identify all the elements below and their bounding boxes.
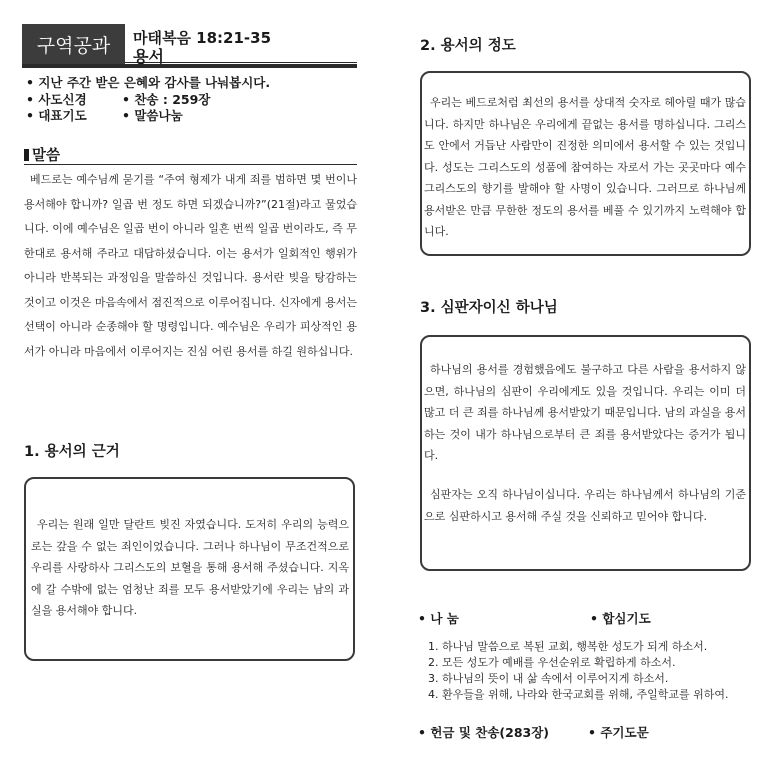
lords-prayer-label: • 주기도문	[588, 725, 649, 740]
section-3-heading: 3. 심판자이신 하나님	[420, 300, 558, 316]
prayer-item: 2. 모든 성도가 예배를 우선순위로 확립하게 하소서.	[428, 656, 676, 669]
heading-marker-icon	[24, 149, 29, 161]
sermon-rule	[24, 164, 357, 165]
section-2-body: 우리는 베드로처럼 최선의 용서를 상대적 숫자로 헤아릴 때가 많습니다. 하지만 하나님은 우리에게 끝없는 용서를 명하십니다. 그리스도 안에서 거듭난 사람만이 진정한 의미에서 용서할 수 있는 것입니다. 성도는 그리스도의 성품에 참여하는 자로서 가는 곳곳마다 예수 그리스도의 향기를 발해야 할 사명이 있습니다. 그러므로 하나님께 용서받은 만큼 무한한 정도의 용서를 베풀 수 있기까지 노력해야 합니다.	[424, 96, 746, 238]
lesson-badge: 구역공과	[22, 24, 125, 64]
prayer-item: 3. 하나님의 뜻이 내 삶 속에서 이루어지게 하소서.	[428, 672, 669, 685]
section-3-body: 하나님의 용서를 경험했음에도 불구하고 다른 사람을 용서하지 않으면, 하나님의 심판이 우리에게도 있을 것입니다. 우리는 이미 더 많고 더 큰 죄를 하나님께 용서받았기 때문입니다. 남의 과실을 용서하는 것이 내가 하나님으로부터 큰 죄를 용서받았다는 증거가 됩니다.	[424, 363, 746, 462]
joint-prayer-label: • 합심기도	[590, 611, 651, 626]
sharing-label: • 나 눔	[418, 611, 459, 626]
sermon-heading	[24, 144, 60, 165]
sermon-title: 용서	[133, 47, 164, 66]
order-apostles-creed: • 사도신경	[26, 92, 87, 107]
header-rule	[22, 64, 357, 68]
section-1-body: 우리는 원래 일만 달란트 빚진 자였습니다. 도저히 우리의 능력으로는 갚을 수 없는 죄인이었습니다. 그러나 하나님이 무조건적으로 우리를 사랑하사 그리스도의 보혈을 통해 용서해 주셨습니다. 지옥에 갈 수밖에 없는 엄청난 죄를 모두 용서받았기에 우리는 남의 과실을 용서해야 합니다.	[31, 518, 349, 617]
section-2-heading: 2. 용서의 정도	[420, 38, 516, 54]
order-word-sharing: • 말씀나눔	[122, 108, 183, 123]
offering-hymn-label: • 헌금 및 찬송(283장)	[418, 725, 550, 740]
order-hymn: • 찬송 : 259장	[122, 92, 211, 107]
prayer-list	[428, 639, 728, 703]
sermon-body: 베드로는 예수님께 묻기를 “주여 형제가 내게 죄를 범하면 몇 번이나 용서해야 합니까? 일곱 번 정도 하면 되겠습니까?”(21절)라고 물었습니다. 이에 예수님은 일곱 번이 아니라 일흔 번씩 일곱 번이라도, 즉 무한대로 용서해 주라고 대답하셨습니다. 이는 용서가 일회적인 행위가 아니라 반복되는 과정임을 말씀하신 것입니다. 용서란 빚을 탕감하는 것이고 이것은 마음속에서 점진적으로 이루어집니다. 신자에게 용서는 선택이 아니라 순종해야 할 명령입니다. 예수님은 우리가 피상적인 용서가 아니라 마음에서 이루어지는 진심 어린 용서를 하길 원하십니다.	[24, 173, 357, 358]
prayer-item: 4. 환우들을 위해, 나라와 한국교회를 위해, 주일학교를 위하여.	[428, 688, 729, 701]
section-3-body-2: 심판자는 오직 하나님이십니다. 우리는 하나님께서 하나님의 기준으로 심판하시고 용서해 주실 것을 신뢰하고 믿어야 합니다.	[424, 488, 746, 523]
order-representative-prayer: • 대표기도	[26, 108, 87, 123]
sermon-heading-label: 말씀	[32, 148, 61, 164]
section-1-heading: 1. 용서의 근거	[24, 444, 120, 460]
order-thanks-sharing: • 지난 주간 받은 은혜와 감사를 나눠봅시다.	[26, 75, 271, 90]
scripture-reference: 마태복음 18:21-35	[133, 29, 272, 47]
prayer-item: 1. 하나님 말씀으로 복된 교회, 행복한 성도가 되게 하소서.	[428, 640, 708, 653]
